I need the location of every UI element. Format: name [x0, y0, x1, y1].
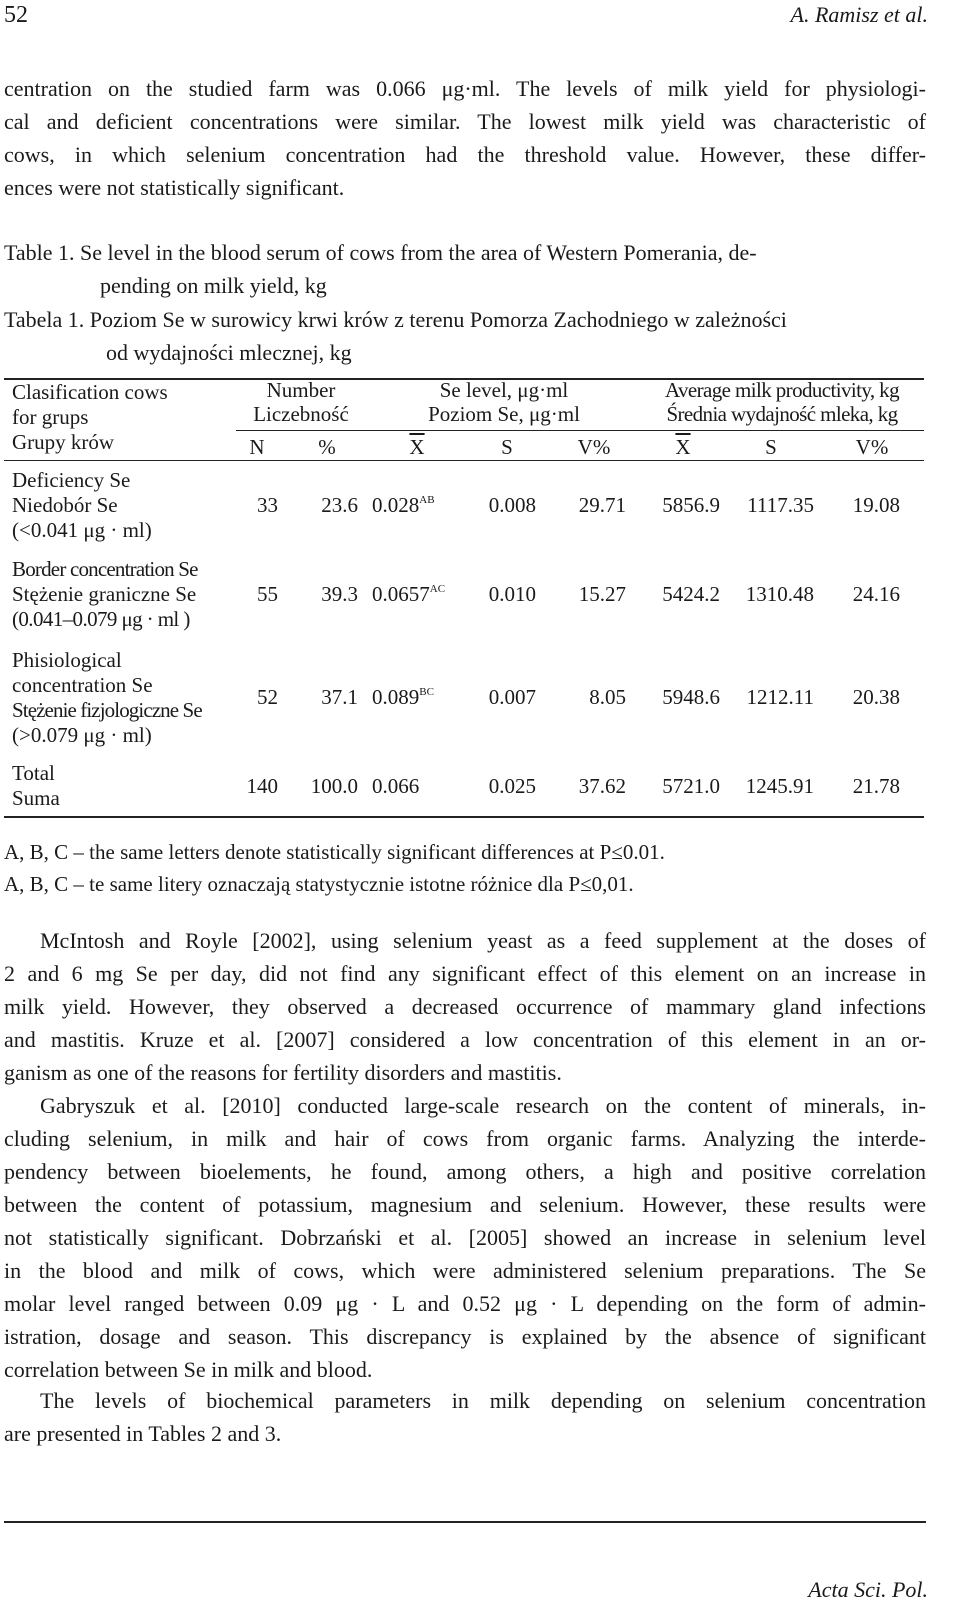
cell-milk-s: 1245.91	[745, 774, 814, 798]
significance-letters: AC	[429, 583, 446, 595]
row-label-line: (>0.079 μg · ml)	[12, 723, 152, 747]
header-number: Number	[266, 378, 336, 402]
cell-se-s: 0.008	[488, 493, 536, 517]
row-label-line: Total	[12, 761, 55, 785]
text-line: in the blood and milk of cows, which were administered selenium preparations. The Se	[4, 1258, 926, 1283]
cell-milk-v: 20.38	[852, 685, 900, 709]
cell-se-v: 8.05	[589, 685, 626, 709]
data-table	[4, 378, 924, 818]
table-caption-en-cont: pending on milk yield, kg	[100, 273, 327, 298]
intro-paragraph	[4, 72, 926, 204]
table-bottom-rule	[4, 816, 924, 818]
text-line: ences were not statistically significant.	[4, 175, 345, 200]
cell-milk-s: 1117.35	[747, 493, 814, 517]
se-mean-value: 0.089	[372, 685, 420, 709]
cell-n: 140	[246, 774, 278, 798]
header-group-line: for grups	[12, 405, 89, 429]
text-line: Gabryszuk et al. [2010] conducted large-scale research on the content of minerals, in-	[40, 1093, 926, 1118]
header-se-level: Se level, μg·ml	[439, 378, 569, 402]
text-line: pendency between bioelements, he found, among others, a high and positive correlation	[4, 1159, 926, 1184]
cell-pct: 39.3	[321, 582, 358, 606]
cell-milk-mean: 5721.0	[662, 774, 720, 798]
table-note-en: A, B, C – the same letters denote statistically significant differences at P≤0.01.	[4, 840, 665, 864]
cell-se-mean	[372, 582, 445, 606]
cell-n: 55	[257, 582, 278, 606]
cell-milk-v: 24.16	[852, 582, 900, 606]
page-number: 52	[4, 2, 28, 28]
row-label-line: Suma	[12, 786, 60, 810]
text-line: are presented in Tables 2 and 3.	[4, 1421, 282, 1446]
header-group-line: Clasification cows	[12, 380, 168, 404]
subheader-se-mean: $\overline{X}$	[409, 435, 425, 459]
table-subheader-rule	[236, 430, 924, 431]
cell-milk-mean: 5856.9	[662, 493, 720, 517]
header-group-line: Grupy krów	[12, 430, 115, 454]
cell-milk-mean: 5424.2	[662, 582, 720, 606]
text-line: McIntosh and Royle [2002], using selenium yeast as a feed supplement at the doses of	[40, 928, 926, 953]
footer-rule	[4, 1521, 926, 1523]
subheader-se-v: V%	[577, 435, 611, 459]
cell-milk-mean: 5948.6	[662, 685, 720, 709]
cell-n: 33	[257, 493, 278, 517]
cell-se-v: 15.27	[578, 582, 626, 606]
cell-pct: 37.1	[321, 685, 358, 709]
table-caption-en: Table 1. Se level in the blood serum of cows from the area of Western Pomerania, de-	[4, 240, 757, 265]
cell-milk-v: 19.08	[852, 493, 900, 517]
text-line: milk yield. However, they observed a decreased occurrence of mammary gland infections	[4, 994, 926, 1019]
footer-journal-name: Acta Sci. Pol.	[808, 1577, 928, 1602]
text-line: correlation between Se in milk and blood.	[4, 1357, 373, 1382]
table-note-pl: A, B, C – te same litery oznaczają statystycznie istotne różnice dla P≤0,01.	[4, 872, 634, 896]
row-label-line: Niedobór Se	[12, 493, 118, 517]
text-line: cal and deficient concentrations were similar. The lowest milk yield was characteristic of	[4, 109, 926, 134]
cell-n: 52	[257, 685, 278, 709]
body-paragraph-2	[4, 1089, 926, 1386]
text-line: The levels of biochemical parameters in milk depending on selenium concentration	[40, 1388, 926, 1413]
row-label-line: Phisiological	[12, 648, 122, 672]
row-label-line: Stężenie fizjologiczne Se	[12, 698, 202, 722]
header-number-pl: Liczebność	[253, 402, 349, 426]
header-milk: Average milk productivity, kg	[665, 378, 899, 402]
se-mean-value: 0.028	[372, 493, 420, 517]
row-label-line: Border concentration Se	[12, 557, 198, 581]
body-paragraph-1	[4, 924, 926, 1089]
se-mean-value: 0.066	[372, 774, 420, 798]
table-header-rule	[4, 460, 924, 461]
row-label-line: (<0.041 μg · ml)	[12, 518, 152, 542]
significance-letters: AB	[419, 494, 435, 506]
text-line: centration on the studied farm was 0.066 μg·ml. The levels of milk yield for physiologi-	[4, 76, 926, 101]
subheader-milk-v: V%	[855, 435, 889, 459]
text-line: not statistically significant. Dobrzański et al. [2005] showed an increase in selenium level	[4, 1225, 926, 1250]
text-line: cluding selenium, in milk and hair of cows from organic farms. Analyzing the interde-	[4, 1126, 926, 1151]
text-line: 2 and 6 mg Se per day, did not find any significant effect of this element on an increase in	[4, 961, 926, 986]
row-label-line: concentration Se	[12, 673, 153, 697]
header-se-level-pl: Poziom Se, μg·ml	[428, 402, 580, 426]
cell-se-mean	[372, 685, 434, 709]
text-line: between the content of potassium, magnesium and selenium. However, these results were	[4, 1192, 926, 1217]
cell-se-v: 37.62	[578, 774, 626, 798]
se-mean-value: 0.0657	[372, 582, 430, 606]
text-line: cows, in which selenium concentration had the threshold value. However, these differ-	[4, 142, 926, 167]
cell-milk-s: 1310.48	[745, 582, 814, 606]
header-milk-pl: Średnia wydajność mleka, kg	[666, 402, 898, 426]
cell-se-s: 0.010	[488, 582, 536, 606]
row-label-line: Stężenie graniczne Se	[12, 582, 197, 606]
running-head-authors: A. Ramisz et al.	[790, 2, 928, 27]
subheader-se-s: S	[501, 435, 513, 459]
subheader-pct: %	[318, 435, 336, 459]
cell-se-mean	[372, 493, 435, 517]
cell-se-mean	[372, 774, 419, 798]
text-line: istration, dosage and season. This discrepancy is explained by the absence of significant	[4, 1324, 926, 1349]
text-line: and mastitis. Kruze et al. [2007] considered a low concentration of this element in an or-	[4, 1027, 926, 1052]
subheader-n: N	[249, 435, 265, 459]
cell-milk-s: 1212.11	[746, 685, 814, 709]
subheader-milk-s: S	[765, 435, 777, 459]
row-label-line: Deficiency Se	[12, 468, 131, 492]
table-caption-pl-cont: od wydajności mlecznej, kg	[106, 340, 352, 365]
row-label-line: (0.041–0.079 μg · ml )	[12, 607, 190, 631]
cell-se-s: 0.007	[488, 685, 536, 709]
text-line: molar level ranged between 0.09 μg · L and 0.52 μg · L depending on the form of admin-	[4, 1291, 926, 1316]
cell-pct: 23.6	[321, 493, 358, 517]
cell-pct: 100.0	[310, 774, 358, 798]
cell-milk-v: 21.78	[852, 774, 900, 798]
table-caption-pl: Tabela 1. Poziom Se w surowicy krwi krów z terenu Pomorza Zachodniego w zależności	[4, 307, 787, 332]
cell-se-s: 0.025	[488, 774, 536, 798]
text-line: ganism as one of the reasons for fertility disorders and mastitis.	[4, 1060, 562, 1085]
cell-se-v: 29.71	[578, 493, 626, 517]
subheader-milk-mean: $\overline{X}$	[675, 435, 691, 459]
significance-letters: BC	[419, 686, 434, 698]
body-paragraph-3	[4, 1384, 926, 1450]
